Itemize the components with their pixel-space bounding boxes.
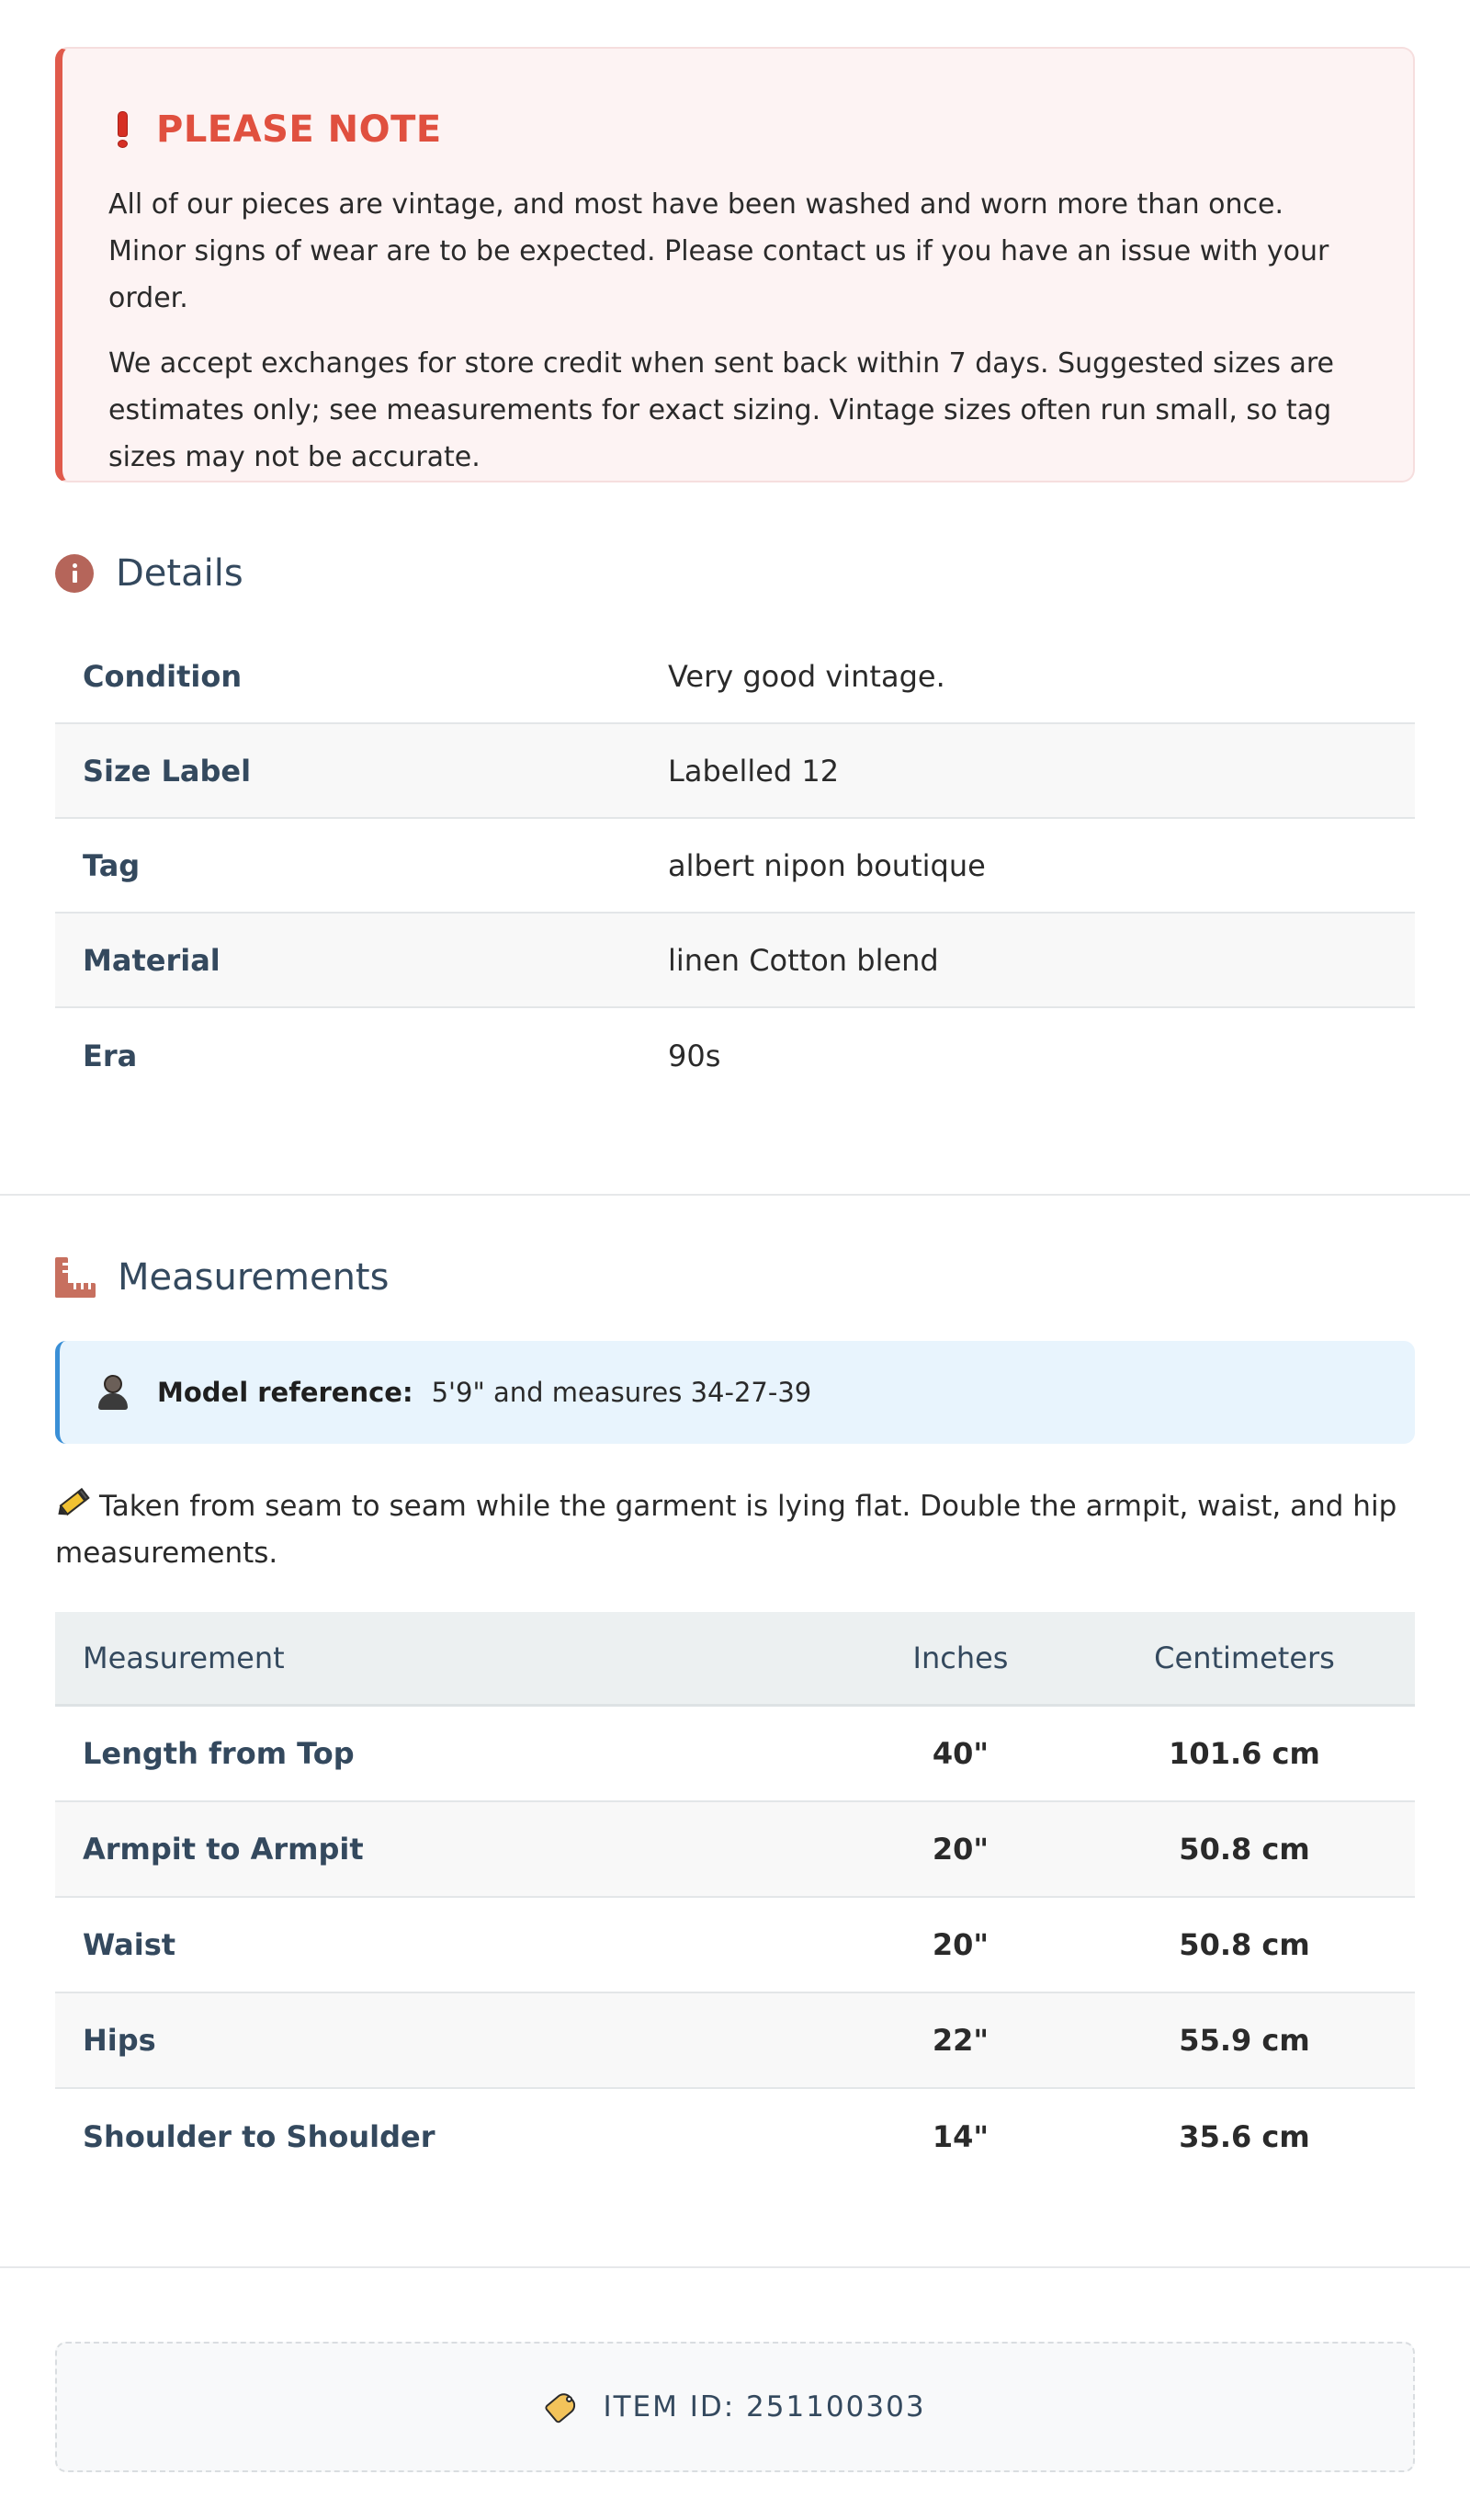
pencil-icon [54,1487,91,1520]
model-reference-label: Model reference: [157,1377,413,1408]
measurement-note [55,1483,1415,1577]
measurements-heading [55,1250,389,1305]
measurement-inches: 20" [932,1832,989,1867]
model-reference-box [55,1341,1415,1444]
please-note-title: PLEASE NOTE [156,108,442,151]
details-value: linen Cotton blend [668,942,939,978]
measurements-title: Measurements [118,1256,390,1299]
details-row [55,630,1415,724]
measurement-cm: 50.8 cm [1179,1927,1310,1962]
measurement-cm: 35.6 cm [1179,2119,1310,2154]
column-header-measurement: Measurement [83,1640,285,1675]
section-divider [0,1194,1470,1196]
tag-icon [544,2389,581,2425]
item-id-text: ITEM ID: 251100303 [603,2390,926,2424]
measurement-name: Length from Top [83,1736,355,1771]
details-table [55,630,1415,1103]
details-label: Material [83,942,220,978]
measurement-name: Armpit to Armpit [83,1832,364,1867]
item-id-box [55,2342,1415,2472]
table-row [55,1993,1415,2089]
exclamation-icon [116,111,129,148]
table-row [55,1802,1415,1898]
details-label: Size Label [83,753,252,789]
details-row [55,914,1415,1008]
info-icon [55,554,94,593]
details-row [55,724,1415,819]
table-row [55,1898,1415,1993]
details-value: Very good vintage. [668,658,945,694]
measurement-cm: 55.9 cm [1179,2023,1310,2058]
measurement-name: Shoulder to Shoulder [83,2119,435,2154]
measurement-cm: 50.8 cm [1179,1832,1310,1867]
details-label: Condition [83,658,243,694]
measurement-inches: 20" [932,1927,989,1962]
details-label: Era [83,1038,138,1073]
ruler-icon [55,1257,96,1298]
details-row [55,819,1415,914]
please-note-paragraph: All of our pieces are vintage, and most have been washed and worn more than once. Minor signs of wear are to be expected. Please contact us if you have an issue with your order. [108,188,1329,314]
details-label: Tag [83,847,141,883]
measurement-name: Hips [83,2023,156,2058]
details-value: Labelled 12 [668,753,840,789]
measurement-inches: 14" [932,2119,989,2154]
table-row [55,1707,1415,1802]
please-note-box [55,47,1415,482]
details-value: 90s [668,1038,721,1073]
details-heading [55,546,243,601]
column-header-centimeters: Centimeters [1154,1640,1335,1675]
measurement-inches: 22" [932,2023,989,2058]
measurement-note-text: Taken from seam to seam while the garment is lying flat. Double the armpit, waist, and hip measurements. [55,1490,1397,1570]
measurements-header-row [55,1612,1415,1707]
please-note-heading [108,102,1367,157]
column-header-inches: Inches [912,1640,1009,1675]
section-divider [0,2266,1470,2268]
details-title: Details [116,552,243,595]
measurements-table [55,1612,1415,2185]
person-icon [96,1375,130,1410]
measurement-cm: 101.6 cm [1169,1736,1320,1771]
measurement-inches: 40" [932,1736,989,1771]
please-note-paragraph: We accept exchanges for store credit when sent back within 7 days. Suggested sizes are estimates only; see measurements for exact sizing. Vintage sizes often run small, so tag sizes may not be accurate. [108,347,1335,473]
model-reference-value: 5'9" and measures 34-27-39 [431,1377,812,1408]
details-row [55,1008,1415,1103]
details-value: albert nipon boutique [668,847,986,883]
table-row [55,2089,1415,2185]
measurement-name: Waist [83,1927,176,1962]
